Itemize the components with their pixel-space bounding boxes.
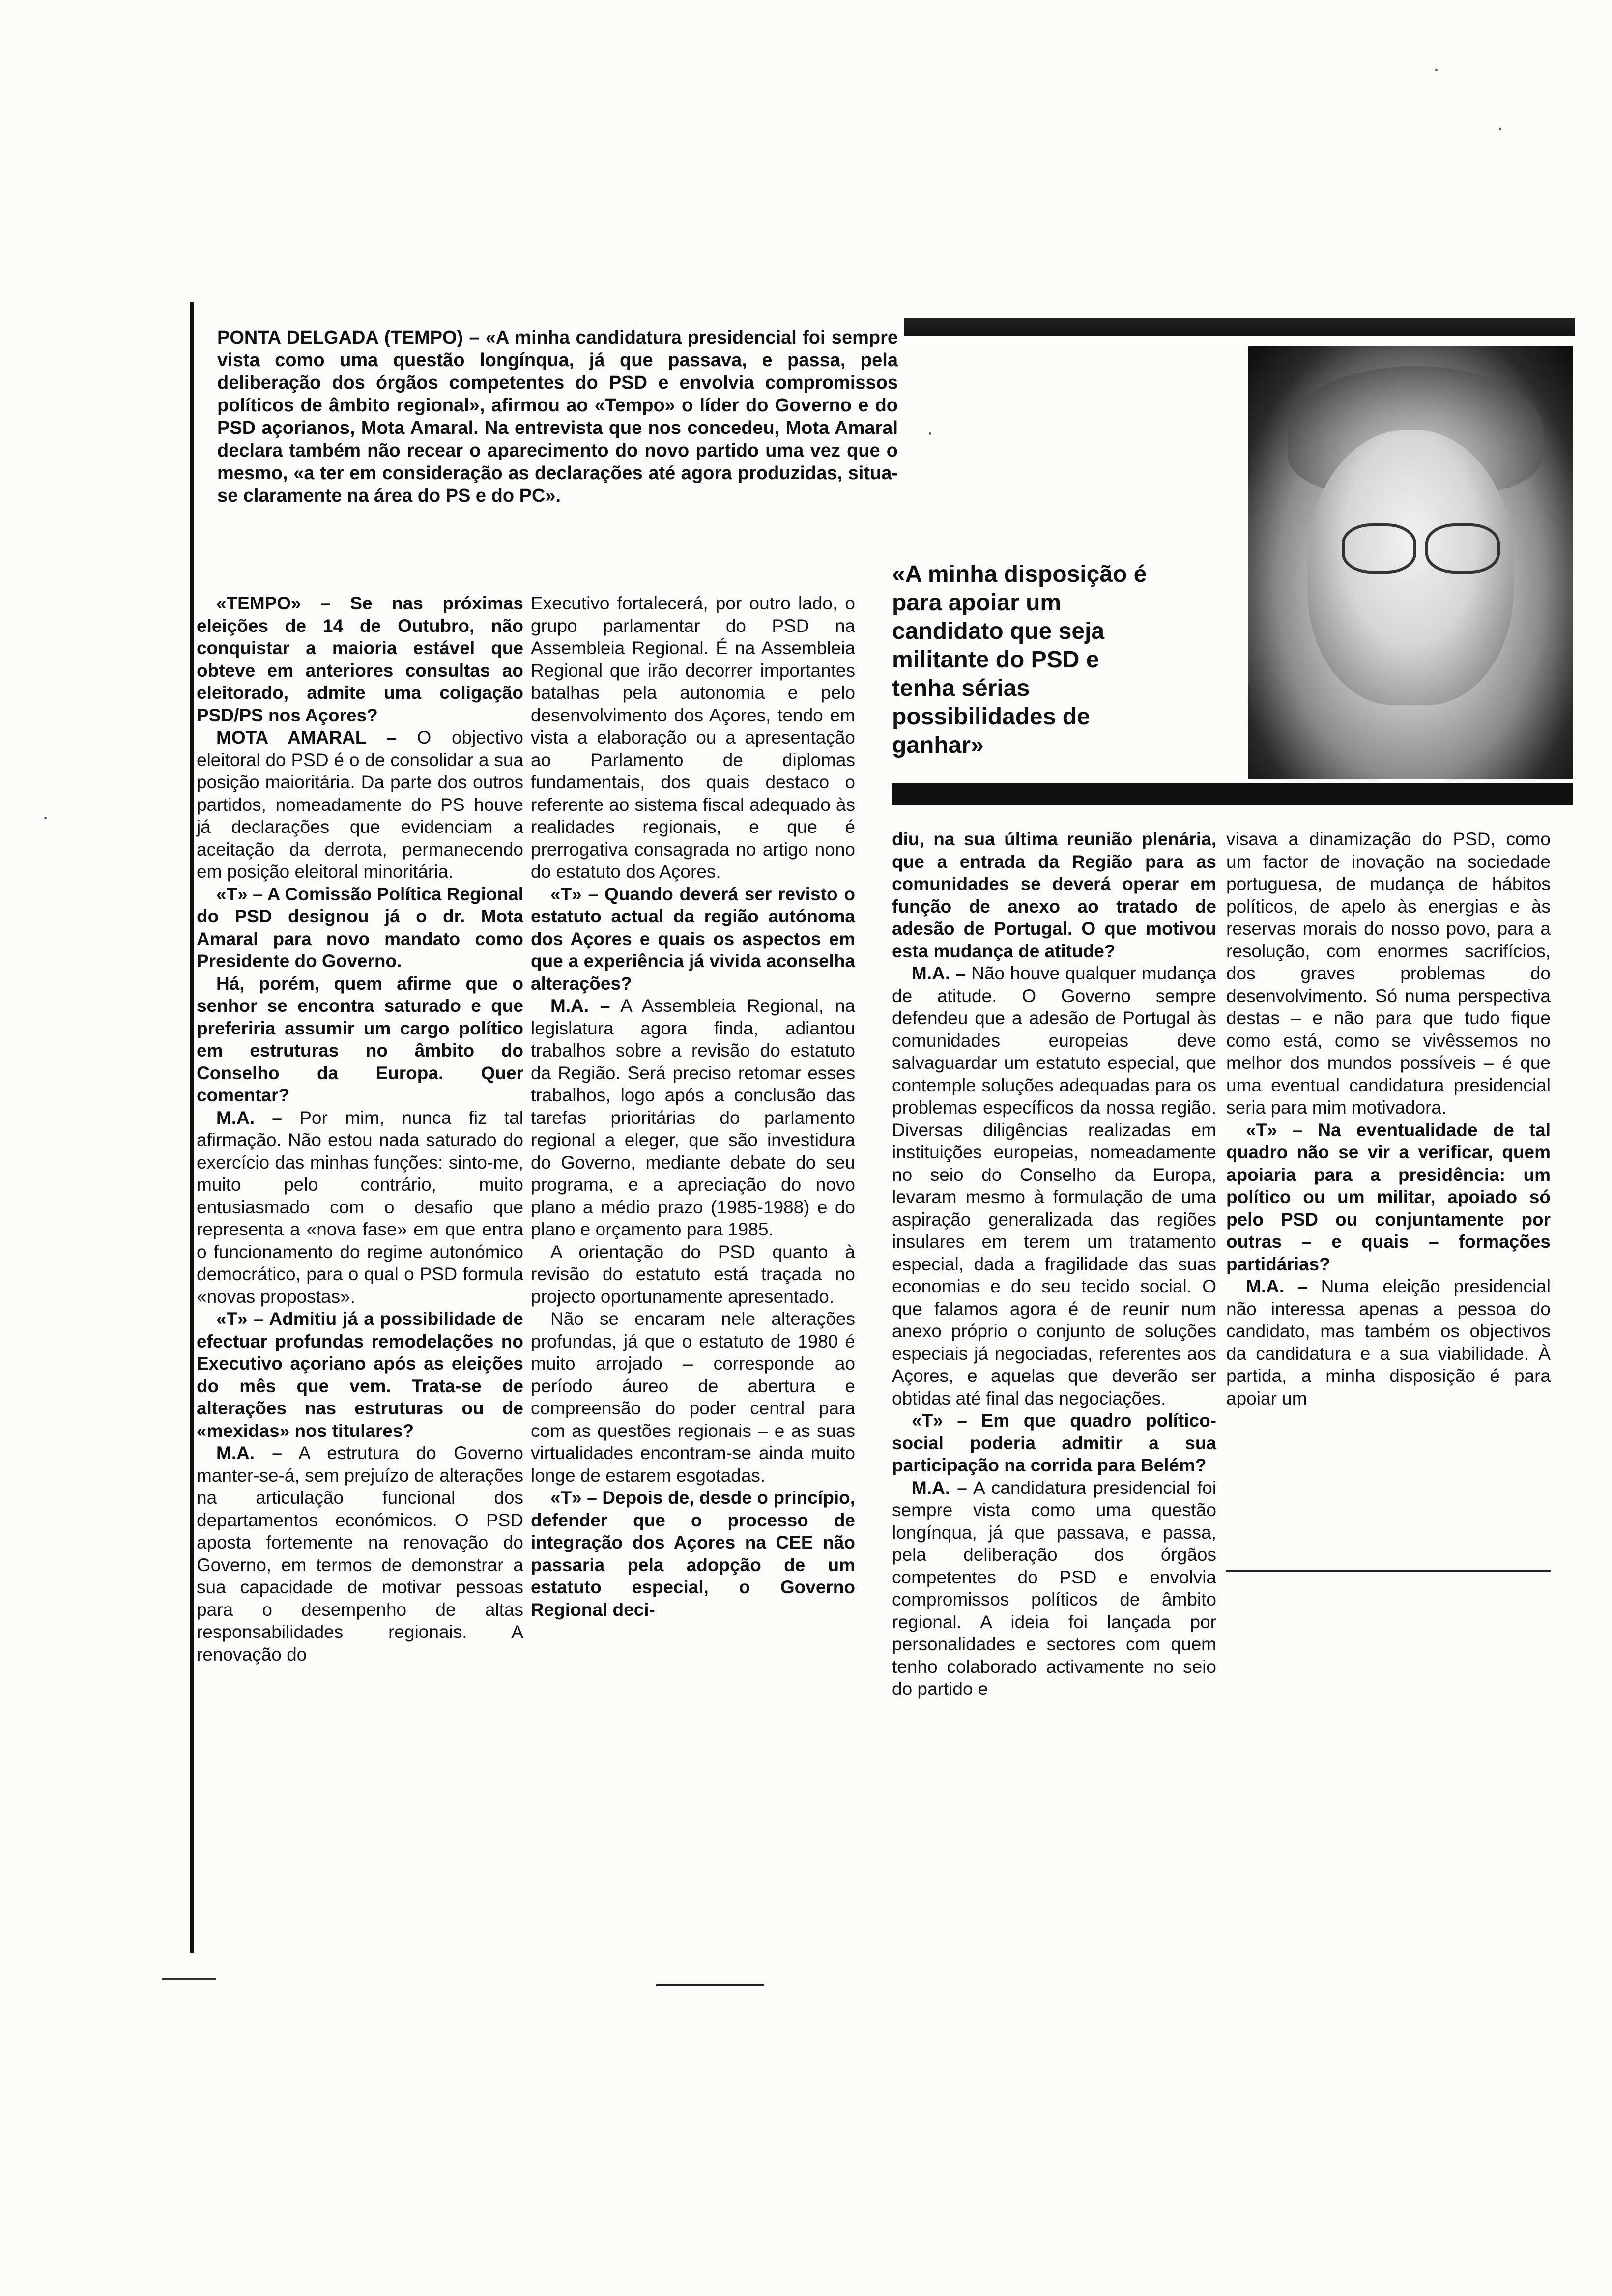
interview-question [531, 883, 855, 995]
question-text: Há, porém, quem afirme que o senhor se encontra saturado e que preferiria assumir um cargo político em estruturas no âmbito do Conselho da Europa. Quer comentar? [197, 973, 523, 1105]
question-text: «T» – Quando deverá ser revisto o estatuto actual da região autónoma dos Açores e quais os aspectos em que a experiência já vivida aconselha alterações? [531, 884, 855, 994]
interview-question [197, 973, 523, 1107]
article-column-4 [1226, 828, 1551, 1409]
question-text: «T» – Na eventualidade de tal quadro não se vir a verificar, quem apoiaria para a presidência: um político ou um militar, apoiado só pelo PSD ou conjuntamente por outras – e quais – formações partidárias? [1226, 1119, 1551, 1274]
lead-text: «A minha candidatura presidencial foi sempre vista como uma questão longínqua, já que passava, e passa, pela deliberação dos órgãos competentes do PSD e envolvia compromissos políticos de âmbito regional», afirmou ao «Tempo» o líder do Governo e do PSD açorianos, Mota Amaral. Na entrevista que nos concedeu, Mota Amaral declara também não recear o aparecimento do novo partido uma vez que o mesmo, «a ter em consideração as declarações até agora produzidas, situa-se claramente na área do PS e do PC». [217, 327, 898, 506]
interview-question [531, 1487, 855, 1621]
interview-question [1226, 1119, 1551, 1276]
question-text: diu, na sua última reunião plenária, que a entrada da Região para as comunidades se deverá operar em função de anexo ao tratado de adesão de Portugal. O que motivou esta mudança de atitude? [892, 829, 1216, 961]
photo-glasses [1425, 523, 1500, 574]
scan-speck [44, 817, 47, 819]
answer-text: Numa eleição presidencial não interessa apenas a pessoa do candidato, mas também os objectivos da candidatura e a sua viabilidade. À partida, a minha disposição é para apoiar um [1226, 1276, 1551, 1408]
interview-answer [892, 1477, 1216, 1700]
interview-answer [197, 726, 523, 883]
answer-text: visava a dinamização do PSD, como um factor de inovação na sociedade portuguesa, de mudança de hábitos políticos, de apelo às energias e às reservas morais do nosso povo, para a resolução, com enormes sacrifícios, dos graves problemas do desenvolvimento. Só numa perspectiva destas – e não para que tudo fique como está, como se vivêssemos no melhor dos mundos possíveis – é que uma eventual candidatura presidencial seria para mim motivadora. [1226, 829, 1551, 1118]
article-column-1 [197, 592, 523, 1665]
margin-mark [162, 1978, 216, 1980]
answer-text: Não houve qualquer mudança de atitude. O Governo sempre defendeu que a adesão de Portugal às comunidades europeias deve salvaguardar um estatuto especial, que contemple soluções adequadas para os problemas específicos da nossa região. Diversas diligências realizadas em instituições europeias, nomeadamente no seio do Conselho da Europa, levaram mesmo à formulação de uma aspiração generalizada das regiões insulares em terem um tratamento especial, dada a fragilidade das suas economias e do seu tecido social. O que falamos agora é de reunir num anexo próprio o conjunto de soluções especiais já negociadas, referentes aos Açores, e aquelas que deverão ser obtidas até final das negociações. [892, 963, 1216, 1408]
question-text: «T» – Depois de, desde o princípio, defender que o processo de integração dos Açores na CEE não passaria pela adopção de um estatuto especial, o Governo Regional deci- [531, 1488, 855, 1620]
speaker-label: M.A. – [912, 1477, 967, 1498]
column-end-rule [1226, 1570, 1551, 1572]
answer-text: A orientação do PSD quanto à revisão do estatuto está traçada no projecto oportunamente apresentado. [531, 1241, 855, 1307]
answer-text: O objectivo eleitoral do PSD é o de consolidar a sua posição maioritária. Da parte dos outros partidos, nomeadamente do PS houve já declarações que evidenciam a aceitação da derrota, permanecendo em posição eleitoral minoritária. [197, 727, 524, 882]
portrait-photo [1248, 346, 1573, 779]
interview-answer [1226, 1275, 1551, 1409]
interview-question [892, 1409, 1216, 1477]
interview-answer [531, 592, 855, 883]
speaker-label: M.A. – [216, 1443, 283, 1463]
section-bar [892, 783, 1573, 805]
scan-speck [1435, 69, 1438, 71]
scan-speck [1499, 128, 1501, 130]
left-vertical-rule [190, 302, 194, 1953]
article-lead [217, 326, 898, 507]
question-text: «T» – A Comissão Política Regional do PSD designou já o dr. Mota Amaral para novo mandato como Presidente do Governo. [197, 884, 523, 971]
answer-text: Executivo fortalecerá, por outro lado, o grupo parlamentar do PSD na Assembleia Regional. É na Assembleia Regional que irão decorrer importantes batalhas pela autonomia e pelo desenvolvimento dos Açores, tendo em vista a elaboração ou a apresentação ao Parlamento de diplomas fundamentais, dos quais destaco o referente ao sistema fiscal adequado às realidades regionais, e que é prerrogativa consagrada no artigo nono do estatuto dos Açores. [531, 593, 855, 882]
answer-text: A candidatura presidencial foi sempre vista como uma questão longínqua, já que passava, e passa, pela deliberação dos órgãos competentes do PSD e envolvia compromissos políticos de âmbito regional. A ideia foi lançada por personalidades e sectores com quem tenho colaborado activamente no seio do partido e [892, 1477, 1216, 1699]
answer-text: Por mim, nunca fiz tal afirmação. Não estou nada saturado do exercício das minhas funções: sinto-me, muito pelo contrário, muito entusiasmado com o desafio que representa a «nova fase» em que entra o funcionamento do regime autonómico democrático, para o qual o PSD formula «novas propostas». [197, 1107, 523, 1307]
interview-answer [197, 1107, 523, 1308]
scan-speck [929, 432, 931, 435]
question-text: «T» – Admitiu já a possibilidade de efectuar profundas remodelações no Executivo açoriano após as eleições do mês que vem. Trata-se de alterações nas estruturas ou de «mexidas» nos titulares? [197, 1309, 523, 1441]
interview-question [197, 592, 523, 726]
speaker-label: M.A. – [912, 963, 966, 983]
photo-glasses [1342, 523, 1416, 574]
interview-answer [531, 1308, 855, 1487]
interview-question [197, 1308, 523, 1442]
interview-answer [197, 1442, 523, 1665]
interview-answer [892, 962, 1216, 1409]
column-end-rule [656, 1984, 764, 1986]
speaker-label: MOTA AMARAL – [216, 727, 397, 747]
interview-question [197, 883, 523, 973]
question-text: «TEMPO» – Se nas próximas eleições de 14 de Outubro, não conquistar a maioria estável que obteve em anteriores consultas ao eleitorado, admite uma coligação PSD/PS nos Açores? [197, 593, 523, 725]
question-text: «T» – Em que quadro político-social poderia admitir a sua participação na corrida para Belém? [892, 1410, 1216, 1475]
speaker-label: M.A. – [216, 1107, 282, 1128]
interview-answer [531, 1241, 855, 1308]
dateline: PONTA DELGADA (TEMPO) – [217, 327, 480, 348]
answer-text: Não se encaram nele alterações profundas, já que o estatuto de 1980 é muito arrojado – corresponde ao período áureo de abertura e compreensão do poder central para com as questões regionais – e as suas virtualidades encontram-se ainda muito longe de estarem esgotadas. [531, 1309, 855, 1486]
article-column-2 [531, 592, 855, 1621]
pull-quote: «A minha disposição é para apoiar um candidato que seja militante do PSD e tenha sérias possibilidades de ganhar» [892, 561, 1147, 758]
interview-question [892, 828, 1216, 962]
interview-answer [531, 995, 855, 1241]
answer-text: A estrutura do Governo manter-se-á, sem prejuízo de alterações na articulação funcional dos departamentos económicos. O PSD aposta fortemente na renovação do Governo, em termos de demonstrar a sua capacidade de motivar pessoas para o desempenho de altas responsabilidades regionais. A renovação do [197, 1443, 523, 1665]
header-bar [904, 318, 1575, 336]
speaker-label: M.A. – [550, 996, 610, 1016]
interview-answer [1226, 828, 1551, 1119]
answer-text: A Assembleia Regional, na legislatura agora finda, adiantou trabalhos sobre a revisão do estatuto da Região. Será preciso retomar esses trabalhos, logo após a conclusão das tarefas prioritárias do parlamento regional a eleger, que são investidura do Governo, mediante debate do seu programa, e a apreciação do novo plano a médio prazo (1985-1988) e do plano e orçamento para 1985. [531, 996, 855, 1239]
speaker-label: M.A. – [1246, 1276, 1308, 1296]
article-column-3 [892, 828, 1216, 1700]
